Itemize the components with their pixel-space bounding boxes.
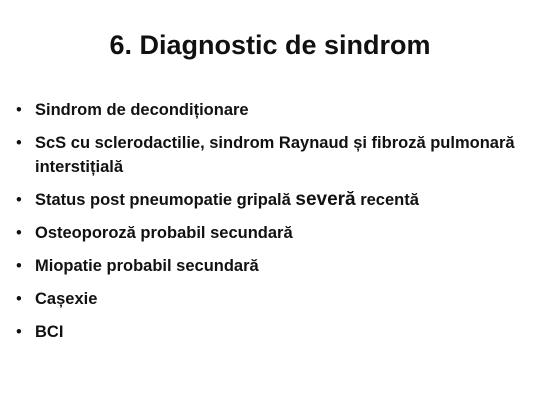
bullet-text: ScS cu sclerodactilie, sindrom Raynaud și fibroză pulmonară interstițială — [35, 134, 515, 176]
bullet-text: Osteoporoză probabil secundară — [35, 224, 293, 242]
bullet-text-emphasis: severă — [295, 189, 356, 210]
bullet-list — [16, 98, 521, 353]
bullet-dot: • — [16, 191, 22, 209]
bullet-dot: • — [16, 134, 22, 152]
bullet-dot: • — [16, 224, 22, 242]
bullet-text-end: recentă — [355, 191, 419, 209]
bullet-item — [16, 188, 521, 212]
bullet-item — [16, 221, 521, 245]
bullet-text-start: Status post pneumopatie gripală — [35, 191, 296, 209]
bullet-dot: • — [16, 257, 22, 275]
bullet-text: Sindrom de decondiționare — [35, 101, 249, 119]
bullet-text: BCI — [35, 323, 64, 341]
bullet-text: Miopatie probabil secundară — [35, 257, 259, 275]
bullet-item — [16, 131, 521, 179]
bullet-dot: • — [16, 290, 22, 308]
bullet-text: Cașexie — [35, 290, 98, 308]
bullet-dot: • — [16, 101, 22, 119]
bullet-dot: • — [16, 323, 22, 341]
bullet-item — [16, 98, 521, 122]
bullet-item — [16, 320, 521, 344]
bullet-item — [16, 287, 521, 311]
slide-title: 6. Diagnostic de sindrom — [109, 30, 431, 60]
bullet-item — [16, 254, 521, 278]
